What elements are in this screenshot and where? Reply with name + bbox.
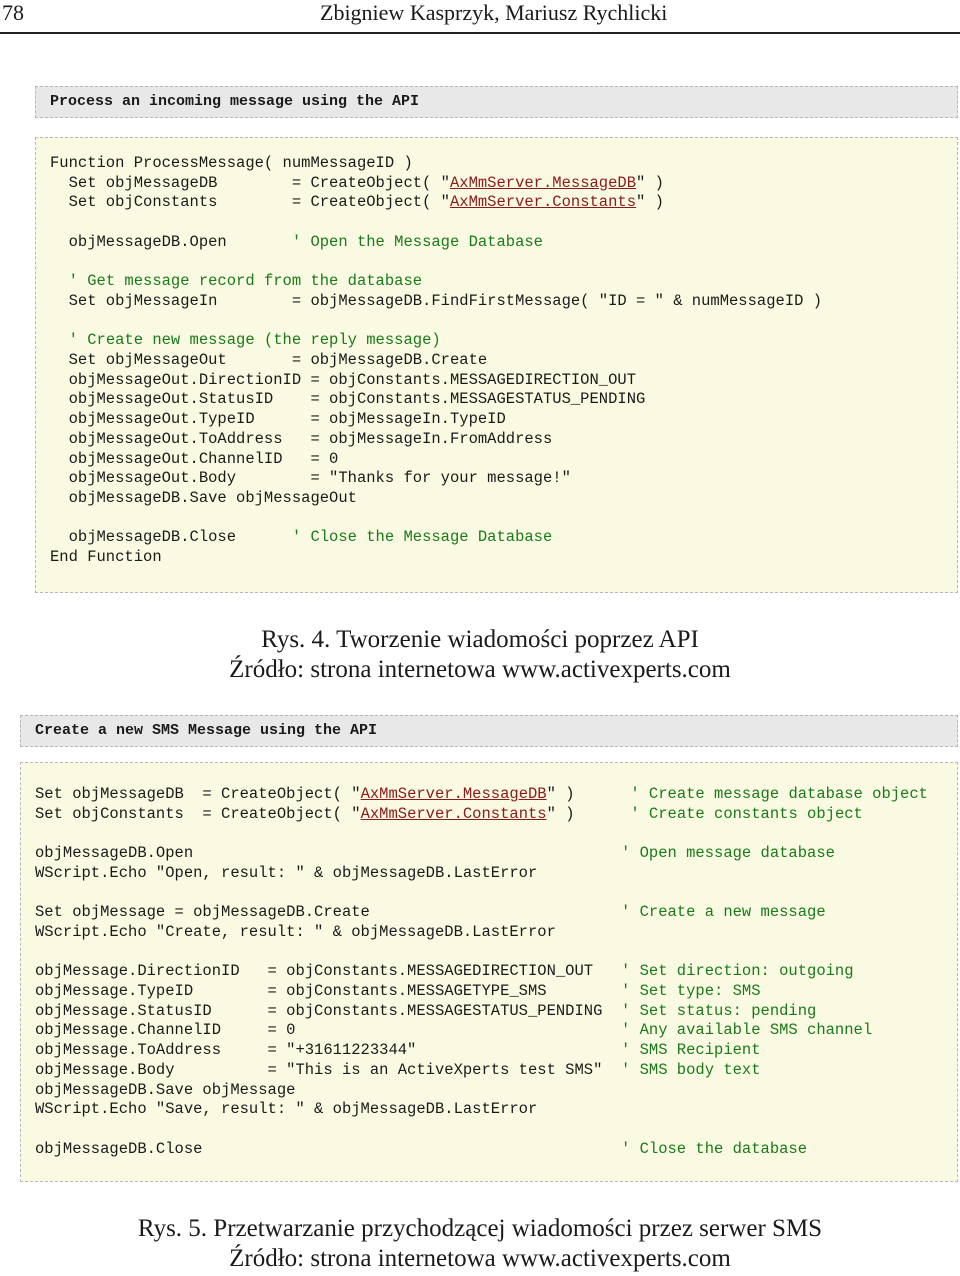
code-line [35, 923, 556, 941]
code-text: Function ProcessMessage( numMessageID ) [50, 154, 413, 172]
code-comment: ' Any available SMS channel [621, 1021, 873, 1040]
code-line [35, 1041, 761, 1059]
code-line [50, 292, 822, 310]
code-text: objMessage.DirectionID = objConstants.MESSAGEDIRECTION_OUT [35, 962, 621, 981]
code-link[interactable]: AxMmServer.Constants [449, 193, 636, 212]
code-line [50, 233, 543, 251]
code-comment: ' Set type: SMS [621, 982, 761, 1001]
code-text: Set objConstants = CreateObject( " [35, 804, 361, 823]
figure-4-code [36, 138, 957, 568]
code-text: WScript.Echo "Open, result: " & objMessageDB.LastError [35, 863, 538, 882]
code-text: objMessageDB.Close [50, 528, 292, 547]
code-comment: ' Create new message (the reply message) [68, 331, 441, 350]
code-text: objMessageOut.ChannelID = 0 [50, 449, 339, 468]
code-link[interactable]: AxMmServer.Constants [360, 804, 547, 823]
code-text: objMessageOut.ToAddress = objMessageIn.FromAddress [50, 429, 553, 448]
code-line [35, 962, 854, 980]
figure-4-caption: Rys. 4. Tworzenie wiadomości poprzez API [261, 626, 699, 653]
figure-5-caption: Rys. 5. Przetwarzanie przychodzącej wiadomości przez serwer SMS [137, 1215, 823, 1242]
code-text: Set objConstants = CreateObject( " [50, 193, 450, 212]
code-text: objMessageOut.TypeID = objMessageIn.TypeID [50, 410, 506, 429]
code-comment: ' Get message record from the database [68, 272, 423, 291]
code-text [50, 272, 69, 290]
code-text: Set objMessageDB = CreateObject( " [35, 785, 361, 803]
figure-5-code [21, 763, 957, 1159]
code-line [50, 410, 506, 428]
code-line [35, 1061, 761, 1079]
code-comment: ' Set direction: outgoing [621, 962, 854, 981]
code-line [50, 154, 413, 172]
code-line [35, 1021, 872, 1039]
code-line [50, 390, 645, 408]
code-line [50, 272, 422, 290]
code-text [50, 331, 69, 349]
code-line [35, 864, 537, 882]
code-line [50, 351, 487, 369]
figure-4-code-title: Process an incoming message using the API [35, 86, 958, 118]
code-line [50, 430, 552, 448]
figure-4-code-box [35, 137, 958, 593]
code-line [35, 1100, 537, 1118]
code-text: objMessageOut.DirectionID = objConstants.MESSAGEDIRECTION_OUT [50, 370, 636, 389]
code-comment: ' Close the database [621, 1139, 808, 1158]
code-text: objMessage.ChannelID = 0 [35, 1021, 621, 1040]
figure-4-source: Źródło: strona internetowa www.activexperts.com [229, 656, 731, 683]
code-text: objMessageOut.StatusID = objConstants.MESSAGESTATUS_PENDING [50, 390, 646, 409]
code-line [35, 805, 863, 823]
code-line [50, 469, 571, 487]
code-text: objMessageDB.Close [35, 1139, 621, 1158]
code-comment: ' Create a new message [621, 903, 826, 922]
code-line [50, 489, 357, 507]
code-line [35, 903, 826, 921]
code-comment: ' SMS Recipient [621, 1041, 761, 1060]
code-text: objMessageDB.Save objMessageOut [50, 488, 357, 507]
code-text: objMessageDB.Open [50, 232, 292, 251]
code-comment: ' Open message database [621, 844, 835, 863]
code-line [50, 548, 162, 566]
code-link[interactable]: AxMmServer.MessageDB [360, 785, 547, 803]
code-text: objMessageOut.Body = "Thanks for your message!" [50, 469, 571, 488]
code-line [35, 844, 835, 862]
code-line [50, 193, 664, 211]
code-text: objMessage.StatusID = objConstants.MESSAGESTATUS_PENDING [35, 1001, 621, 1020]
code-text: WScript.Echo "Save, result: " & objMessageDB.LastError [35, 1100, 538, 1119]
code-text: End Function [50, 548, 162, 567]
code-text: objMessage.Body = "This is an ActiveXperts test SMS" [35, 1060, 621, 1079]
code-comment: ' Create message database object [630, 785, 928, 803]
code-text: WScript.Echo "Create, result: " & objMessageDB.LastError [35, 922, 556, 941]
code-text: Set objMessageDB = CreateObject( " [50, 173, 450, 192]
code-comment: ' Close the Message Database [291, 528, 553, 547]
code-text: Set objMessageIn = objMessageDB.FindFirstMessage( "ID = " & numMessageID ) [50, 291, 823, 310]
figure-5-code-box [20, 762, 958, 1182]
page-authors: Zbigniew Kasprzyk, Mariusz Rychlicki [320, 0, 668, 25]
code-line [35, 785, 928, 803]
figure-5-code-title: Create a new SMS Message using the API [20, 715, 958, 747]
code-comment: ' Open the Message Database [291, 232, 543, 251]
code-line [50, 174, 664, 192]
code-text: " ) [636, 173, 664, 192]
code-line [35, 1002, 816, 1020]
code-link[interactable]: AxMmServer.MessageDB [449, 173, 636, 192]
code-text: " ) [546, 785, 631, 803]
code-text: objMessageDB.Open [35, 844, 621, 863]
code-text: Set objMessageOut = objMessageDB.Create [50, 351, 488, 370]
code-text: objMessage.ToAddress = "+31611223344" [35, 1041, 621, 1060]
code-line [35, 1081, 295, 1099]
code-comment: ' Set status: pending [621, 1001, 817, 1020]
page-header [0, 0, 960, 34]
page-number: 78 [2, 0, 24, 25]
code-comment: ' Create constants object [630, 804, 863, 823]
code-line [50, 371, 636, 389]
figure-5-source: Źródło: strona internetowa www.activexperts.com [229, 1245, 731, 1272]
code-text: objMessageDB.Save objMessage [35, 1080, 296, 1099]
code-text: " ) [546, 804, 631, 823]
code-text: objMessage.TypeID = objConstants.MESSAGETYPE_SMS [35, 982, 621, 1001]
code-text: Set objMessage = objMessageDB.Create [35, 903, 621, 922]
code-line [50, 450, 338, 468]
code-line [50, 331, 441, 349]
code-text: " ) [636, 193, 664, 212]
code-line [50, 528, 552, 546]
code-line [35, 982, 761, 1000]
code-line [35, 1140, 807, 1158]
code-comment: ' SMS body text [621, 1060, 761, 1079]
